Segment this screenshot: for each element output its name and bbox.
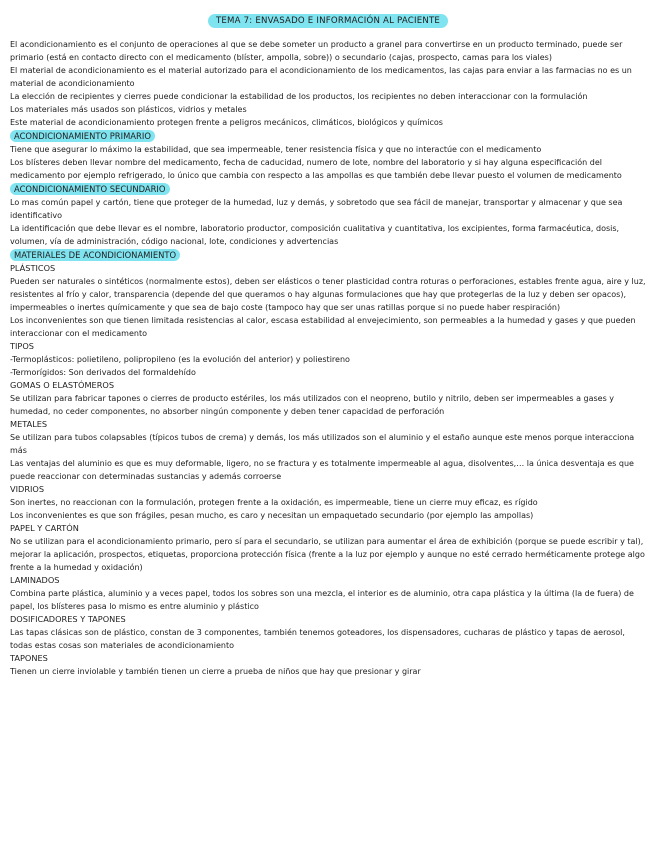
section-heading: ACONDICIONAMIENTO PRIMARIO [10, 130, 155, 142]
paragraph: Son inertes, no reaccionan con la formulación, protegen frente a la oxidación, es impermeable, tiene un cierre muy eficaz, es rígido [10, 498, 538, 507]
paragraph: No se utilizan para el acondicionamiento primario, pero sí para el secundario, se utilizan para aumentar el área de exhibición (porque se puede escribir y tal), mejorar la aplicación, prospectos, etiquetas, proporciona protección física (frente a la luz por ejemplo y aunque no esté cerrado herméticamente protege algo frente a la humedad y oxidación) [10, 537, 645, 572]
title-wrap [10, 8, 646, 28]
paragraph: Las tapas clásicas son de plástico, constan de 3 componentes, también tenemos goteadores, los dispensadores, cucharas de plástico y tapas de aerosol, todas estas cosas son materiales de acondicionamiento [10, 628, 625, 650]
subsection-heading: PLÁSTICOS [10, 263, 56, 273]
subsection-heading: PAPEL Y CARTÓN [10, 523, 79, 533]
paragraph: Tiene que asegurar lo máximo la estabilidad, que sea impermeable, tener resistencia física y que no interactúe con el medicamento [10, 145, 542, 154]
subsection-heading: TAPONES [10, 653, 48, 663]
page-title: TEMA 7: ENVASADO E INFORMACIÓN AL PACIENTE [208, 14, 448, 28]
subsection-heading: LAMINADOS [10, 575, 60, 585]
paragraph: -Termoplásticos: polietileno, polipropileno (es la evolución del anterior) y poliestireno [10, 355, 350, 364]
section-heading-row [10, 248, 646, 262]
subsection-heading: GOMAS O ELASTÓMEROS [10, 380, 115, 390]
paragraph: El material de acondicionamiento es el material autorizado para el acondicionamiento de los medicamentos, las cajas para enviar a las farmacias no es un material de acondicionamiento [10, 66, 632, 88]
subsection-heading: METALES [10, 419, 48, 429]
paragraph: Los inconvenientes es que son frágiles, pesan mucho, es caro y necesitan un empaquetado secundario (por ejemplo las ampollas) [10, 511, 534, 520]
paragraph: Pueden ser naturales o sintéticos (normalmente estos), deben ser elásticos o tener plasticidad contra roturas o perforaciones, estables frente agua, aire y luz, resistentes al frío y calor, transparencia (depende del que queramos o hay algunas formulaciones que hay que protegerlas de la luz y deben ser opacos), impermeables o inertes químicamente y que sea de bajo coste (tampoco hay que ser unas ratillas porque si no puede haber respiración) [10, 277, 646, 312]
subsection-heading: VIDRIOS [10, 484, 45, 494]
paragraph: Los materiales más usados son plásticos, vidrios y metales [10, 105, 247, 114]
paragraph: El acondicionamiento es el conjunto de operaciones al que se debe someter un producto a granel para convertirse en un producto terminado, puede ser primario (está en contacto directo con el medicamento (blíster, ampolla, sobre)) o secundario (cajas, prospecto, camas para los viales) [10, 40, 623, 62]
section-heading: MATERIALES DE ACONDICIONAMIENTO [10, 249, 180, 261]
paragraph: Tienen un cierre inviolable y también tienen un cierre a prueba de niños que hay que presionar y girar [10, 667, 421, 676]
section-heading: ACONDICIONAMIENTO SECUNDARIO [10, 183, 170, 195]
paragraph: La identificación que debe llevar es el nombre, laboratorio productor, composición cualitativa y cuantitativa, los excipientes, forma farmacéutica, dosis, volumen, vía de administración, código nacional, lote, condiciones y advertencias [10, 224, 620, 246]
paragraph: -Termorígidos: Son derivados del formaldehído [10, 368, 196, 377]
section-heading-row [10, 129, 646, 143]
document-body [10, 38, 646, 678]
subsection-heading: TIPOS [10, 341, 34, 351]
paragraph: Los blísteres deben llevar nombre del medicamento, fecha de caducidad, numero de lote, nombre del laboratorio y si hay alguna especificación del medicamento por ejemplo refrigerado, lo único que cambia con respecto a las ampollas es que también debe llevar puesto el volumen de medicamento [10, 158, 622, 180]
paragraph: Este material de acondicionamiento protegen frente a peligros mecánicos, climáticos, biológicos y químicos [10, 118, 443, 127]
paragraph: Se utilizan para tubos colapsables (típicos tubos de crema) y demás, los más utilizados son el aluminio y el estaño aunque este menos porque interacciona más [10, 433, 635, 455]
paragraph: Los inconvenientes son que tienen limitada resistencias al calor, escasa estabilidad al envejecimiento, son permeables a la humedad y gases y que pueden interaccionar con el medicamento [10, 316, 636, 338]
paragraph: Las ventajas del aluminio es que es muy deformable, ligero, no se fractura y es totalmente impermeable al agua, disolventes,… la única desventaja es que puede reaccionar con determinadas sustancias y además corroerse [10, 459, 634, 481]
paragraph: La elección de recipientes y cierres puede condicionar la estabilidad de los productos, los recipientes no deben interaccionar con la formulación [10, 92, 588, 101]
section-heading-row [10, 182, 646, 196]
paragraph: Combina parte plástica, aluminio y a veces papel, todos los sobres son una mezcla, el interior es de aluminio, otra capa plástica y la última (la de fuera) de papel, los blísteres pasa lo mismo es entre aluminio y plástico [10, 589, 634, 611]
paragraph: Lo mas común papel y cartón, tiene que proteger de la humedad, luz y demás, y sobretodo que sea fácil de manejar, transportar y almacenar y que sea identificativo [10, 198, 623, 220]
paragraph: Se utilizan para fabricar tapones o cierres de producto estériles, los más utilizados con el neopreno, butilo y nitrilo, deben ser impermeables a gases y humedad, no ceder componentes, no absorber ningún componente y deben tener capacidad de perforación [10, 394, 615, 416]
subsection-heading: DOSIFICADORES Y TAPONES [10, 614, 126, 624]
